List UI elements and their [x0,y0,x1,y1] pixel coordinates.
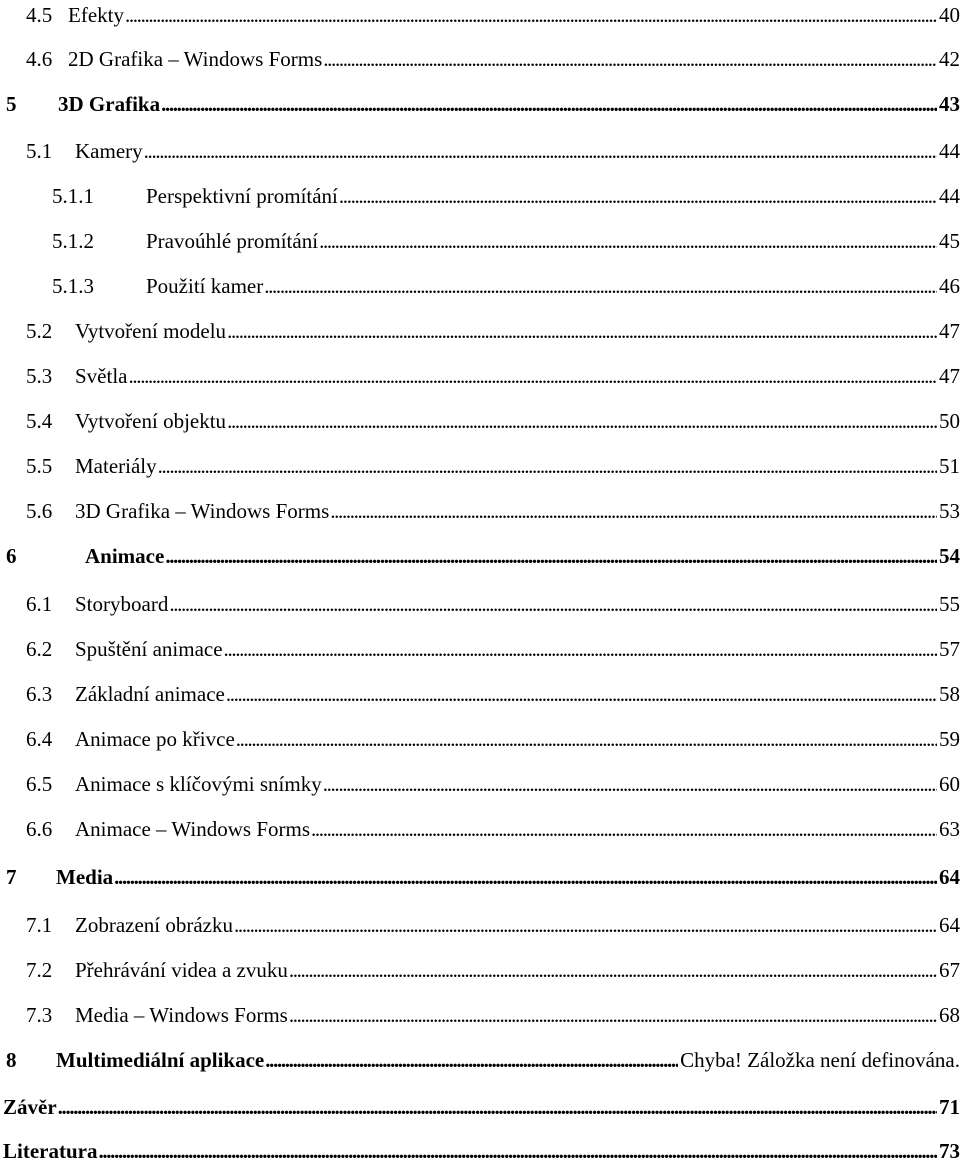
toc-entry-number: 6.3 [26,682,53,706]
toc-entry-page: 47 [939,364,960,388]
toc-entry-number: 5.4 [26,409,53,433]
toc-entry-number: 6 [6,544,17,568]
toc-entry-page: 44 [939,139,960,163]
toc-entry-page: 44 [939,184,960,208]
toc-entry-title: Multimediální aplikace [56,1048,265,1072]
toc-entry-number: 5.6 [26,499,53,523]
toc-entry-6-5[interactable] [26,769,960,799]
toc-entry-5-1-1[interactable] [52,181,960,211]
toc-entry-5-6[interactable] [26,496,960,526]
toc-entry-title: Animace po křivce [75,727,235,751]
toc-entry-5[interactable] [6,89,960,119]
toc-entry-8[interactable] [6,1045,960,1075]
toc-entry-page: 51 [939,454,960,478]
toc-entry-page: 57 [939,637,960,661]
toc-entry-title: Literatura [3,1139,98,1163]
toc-entry-title: Vytvoření modelu [75,319,227,343]
toc-entry-7-3[interactable] [26,1000,960,1030]
dot-leader [234,910,937,940]
toc-entry-page: 54 [939,544,960,568]
toc-entry-page: 68 [939,1003,960,1027]
dot-leader [98,1136,937,1166]
toc-entry-page: 73 [939,1139,960,1163]
toc-entry-page: 42 [939,47,960,71]
dot-leader [227,316,937,346]
toc-entry-page: 63 [939,817,960,841]
dot-leader [236,724,937,754]
toc-entry-title: Vytvoření objektu [75,409,227,433]
toc-entry-title: Efekty [68,3,124,27]
toc-entry-title: Animace s klíčovými snímky [75,772,322,796]
dot-leader [58,1092,937,1122]
toc-entry-page: 58 [939,682,960,706]
toc-entry-page: 59 [939,727,960,751]
toc-entry-number: 5 [6,92,17,116]
dot-leader [169,589,937,619]
dot-leader [330,496,937,526]
toc-entry-page: 43 [939,92,960,116]
toc-entry-page: 46 [939,274,960,298]
toc-entry-6-3[interactable] [26,679,960,709]
toc-entry-page: 45 [939,229,960,253]
toc-entry-6-6[interactable] [26,814,960,844]
toc-entry-number: 5.2 [26,319,53,343]
toc-entry-7-1[interactable] [26,910,960,940]
toc-entry-page: 50 [939,409,960,433]
toc-entry-page: 53 [939,499,960,523]
toc-entry-page: 67 [939,958,960,982]
dot-leader [339,181,937,211]
toc-entry-page-error: Chyba! Záložka není definována. [680,1048,960,1072]
toc-entry-number: 6.4 [26,727,53,751]
toc-entry-title: Závěr [3,1095,57,1119]
toc-entry-page: 64 [939,913,960,937]
toc-entry-7[interactable] [6,862,960,892]
toc-entry-title: 3D Grafika – Windows Forms [75,499,330,523]
toc-entry-6-4[interactable] [26,724,960,754]
toc-entry-5-4[interactable] [26,406,960,436]
dot-leader [144,136,937,166]
toc-entry-title: Materiály [75,454,157,478]
toc-entry-number: 6.2 [26,637,53,661]
toc-entry-number: 6.6 [26,817,53,841]
toc-entry-number: 4.6 [26,47,53,71]
toc-entry-7-2[interactable] [26,955,960,985]
toc-entry-number: 7.1 [26,913,53,937]
toc-entry-title: Storyboard [75,592,169,616]
toc-entry-5-1-2[interactable] [52,226,960,256]
toc-entry-number: 5.1.1 [52,184,94,208]
toc-entry-4-5[interactable] [26,0,960,30]
toc-entry-number: 5.1.2 [52,229,94,253]
toc-entry-page: 55 [939,592,960,616]
toc-entry-5-1[interactable] [26,136,960,166]
toc-entry-6-2[interactable] [26,634,960,664]
toc-entry-title: 2D Grafika – Windows Forms [68,47,323,71]
toc-entry-title: Zobrazení obrázku [75,913,234,937]
dot-leader [161,89,937,119]
toc-entry-page: 64 [939,865,960,889]
toc-entry-page: 40 [939,3,960,27]
toc-entry-title: Spuštění animace [75,637,223,661]
toc-entry-number: 5.1 [26,139,53,163]
toc-entry-title: Světla [75,364,128,388]
toc-entry-zaver[interactable] [3,1092,960,1122]
toc-entry-6-1[interactable] [26,589,960,619]
toc-entry-title: Media [56,865,114,889]
toc-entry-number: 7 [6,865,17,889]
toc-entry-title: Animace [85,544,165,568]
dot-leader [289,955,937,985]
toc-entry-number: 5.3 [26,364,53,388]
toc-entry-title: Animace – Windows Forms [75,817,310,841]
toc-entry-number: 6.1 [26,592,53,616]
toc-entry-literatura[interactable] [3,1136,960,1166]
dot-leader [226,679,937,709]
toc-entry-number: 7.3 [26,1003,53,1027]
toc-entry-title: Pravoúhlé promítání [146,229,319,253]
dot-leader [311,814,937,844]
toc-entry-title: Kamery [75,139,143,163]
toc-entry-page: 60 [939,772,960,796]
toc-entry-page: 71 [939,1095,960,1119]
toc-entry-page: 47 [939,319,960,343]
dot-leader [264,271,937,301]
toc-entry-5-3[interactable] [26,361,960,391]
dot-leader [129,361,938,391]
dot-leader [323,769,937,799]
dot-leader [114,862,937,892]
dot-leader [265,1045,678,1075]
toc-entry-number: 4.5 [26,3,53,27]
toc-entry-number: 5.5 [26,454,53,478]
toc-entry-title: Základní animace [75,682,225,706]
dot-leader [227,406,937,436]
dot-leader [323,44,937,74]
dot-leader [158,451,937,481]
toc-entry-title: Použití kamer [146,274,264,298]
dot-leader [125,0,937,30]
toc-entry-title: 3D Grafika [58,92,161,116]
toc-entry-5-5[interactable] [26,451,960,481]
dot-leader [319,226,937,256]
toc-entry-4-6[interactable] [26,44,960,74]
toc-entry-6[interactable] [6,541,960,571]
dot-leader [165,541,937,571]
toc-entry-number: 8 [6,1048,17,1072]
toc-entry-number: 6.5 [26,772,53,796]
dot-leader [224,634,937,664]
toc-entry-number: 7.2 [26,958,53,982]
toc-entry-5-2[interactable] [26,316,960,346]
dot-leader [289,1000,937,1030]
toc-entry-5-1-3[interactable] [52,271,960,301]
toc-entry-number: 5.1.3 [52,274,94,298]
toc-entry-title: Přehrávání videa a zvuku [75,958,288,982]
toc-entry-title: Media – Windows Forms [75,1003,288,1027]
toc-entry-title: Perspektivní promítání [146,184,338,208]
